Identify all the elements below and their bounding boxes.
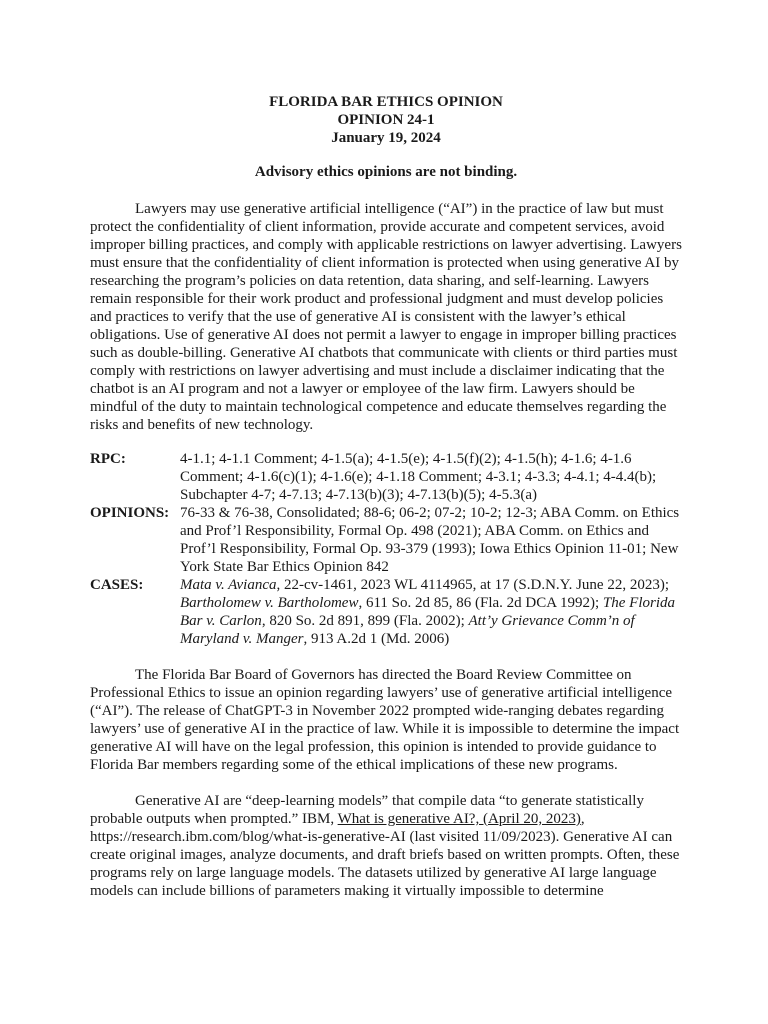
opinion-number: OPINION 24-1 [337, 112, 435, 128]
opinions-label: OPINIONS: [90, 505, 170, 521]
cases-text [180, 576, 682, 648]
case-name: Mata v. Avianca [180, 577, 277, 593]
document-header [90, 93, 682, 147]
cases-label: CASES: [90, 577, 144, 593]
case-citation: , 611 So. 2d 85, 86 (Fla. 2d DCA 1992); [358, 595, 603, 611]
cases-row [90, 576, 682, 648]
case-name: Bartholomew v. Bartholomew [180, 595, 359, 611]
body-paragraph-2 [90, 792, 682, 900]
case-citation: , 820 So. 2d 891, 899 (Fla. 2002); [261, 613, 469, 629]
rpc-label: RPC: [90, 451, 126, 467]
rpc-row [90, 450, 682, 504]
document-page [90, 93, 682, 900]
body-paragraph-1: The Florida Bar Board of Governors has directed the Board Review Committee on Professional Ethics to issue an opinion regarding lawyers’ use of generative artificial intelligence (“AI”). The release of ChatGPT-3 in November 2022 prompted wide-ranging debates regarding lawyers’ use of generative AI in the practice of law. While it is impossible to determine the impact generative AI will have on the legal profession, this opinion is intended to provide guidance to Florida Bar members regarding some of the ethical implications of these new programs. [90, 667, 680, 773]
opinions-text: 76-33 & 76-38, Consolidated; 88-6; 06-2; 07-2; 10-2; 12-3; ABA Comm. on Ethics and Prof’l Responsibility, Formal Op. 498 (2021); ABA Comm. on Ethics and Prof’l Responsibility, Formal Op. 93-379 (1993); Iowa Ethics Opinion 11-01; New York State Bar Ethics Opinion 842 [180, 505, 680, 575]
paragraph-text: Generative AI are “deep-learning models” that compile data “to generate statistically probable outputs when prompted.” IBM, [90, 793, 644, 827]
case-citation: , 22-cv-1461, 2023 WL 4114965, at 17 (S.D.N.Y. June 22, 2023); [276, 577, 669, 593]
document-title: FLORIDA BAR ETHICS OPINION [269, 94, 503, 110]
rpc-text: 4-1.1; 4-1.1 Comment; 4-1.5(a); 4-1.5(e); 4-1.5(f)(2); 4-1.5(h); 4-1.6; 4-1.6 Comment; 4-1.6(c)(1); 4-1.6(e); 4-1.18 Comment; 4-3.1; 4-3.3; 4-4.1; 4-4.4(b); Subchapter 4-7; 4-7.13; 4-7.13(b)(3); 4-7.13(b)(5); 4-5.3(a) [180, 451, 657, 503]
paragraph-text: , https://research.ibm.com/blog/what-is-generative-AI (last visited 11/09/2023). Generative AI can create original images, analyze documents, and draft briefs based on written prompts. Often, these programs rely on large language models. The datasets utilized by generative AI large language models can include billions of parameters making it virtually impossible to determine [90, 811, 680, 899]
advisory-note: Advisory ethics opinions are not binding. [254, 164, 518, 180]
references-section [90, 450, 682, 648]
case-name: The Florida Bar v. Carlon [180, 595, 676, 629]
case-name: Att’y Grievance Comm’n of Maryland v. Manger [180, 613, 635, 647]
summary-paragraph: Lawyers may use generative artificial intelligence (“AI”) in the practice of law but must protect the confidentiality of client information, provide accurate and competent services, avoid improper billing practices, and comply with applicable restrictions on lawyer advertising. Lawyers must ensure that the confidentiality of client information is protected when using generative AI by researching the program’s policies on data retention, data sharing, and self-learning. Lawyers remain responsible for their work product and professional judgment and must develop policies and practices to verify that the use of generative AI is consistent with the lawyer’s ethical obligations. Use of generative AI does not permit a lawyer to engage in improper billing practices such as double-billing. Generative AI chatbots that communicate with clients or third parties must comply with restrictions on lawyer advertising and must include a disclaimer indicating that the chatbot is an AI program and not a lawyer or employee of the law firm. Lawyers should be mindful of the duty to maintain technological competence and educate themselves regarding the risks and benefits of new technology. [90, 201, 682, 433]
case-citation: , 913 A.2d 1 (Md. 2006) [303, 631, 450, 647]
opinions-row [90, 504, 682, 576]
source-link[interactable]: What is generative AI?, (April 20, 2023) [337, 811, 581, 827]
opinion-date: January 19, 2024 [331, 130, 441, 146]
